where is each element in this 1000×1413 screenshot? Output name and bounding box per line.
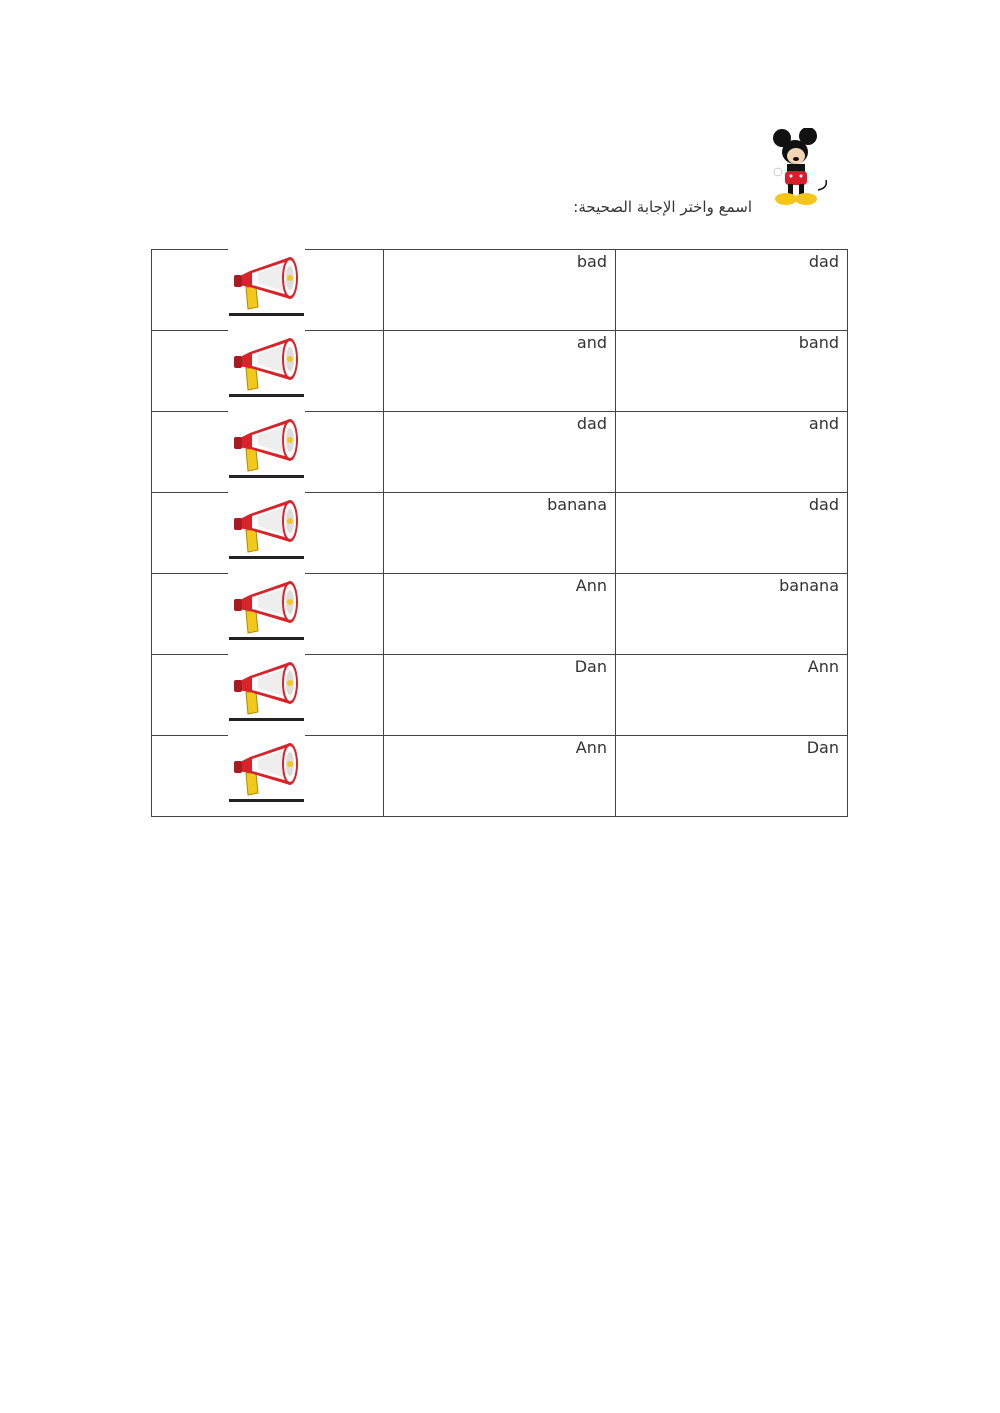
option-a-cell[interactable]	[384, 736, 616, 817]
option-b-label: band	[798, 333, 839, 352]
quiz-row	[152, 493, 848, 574]
play-audio-button[interactable]	[228, 735, 305, 803]
option-a-cell[interactable]	[384, 493, 616, 574]
megaphone-icon	[228, 330, 305, 398]
megaphone-icon	[228, 573, 305, 641]
option-a-label: banana	[547, 495, 607, 514]
option-a-cell[interactable]	[384, 331, 616, 412]
option-b-label: dad	[808, 252, 839, 271]
play-audio-button[interactable]	[228, 330, 305, 398]
megaphone-icon	[228, 492, 305, 560]
play-audio-button[interactable]	[228, 249, 305, 317]
play-audio-button[interactable]	[228, 411, 305, 479]
option-b-cell[interactable]	[616, 655, 848, 736]
option-b-cell[interactable]	[616, 412, 848, 493]
option-b-label: and	[808, 414, 839, 433]
option-a-cell[interactable]	[384, 574, 616, 655]
audio-cell	[152, 655, 384, 736]
option-b-cell[interactable]	[616, 493, 848, 574]
quiz-row	[152, 736, 848, 817]
audio-cell	[152, 250, 384, 331]
play-audio-button[interactable]	[228, 492, 305, 560]
audio-cell	[152, 493, 384, 574]
option-b-label: banana	[779, 576, 839, 595]
option-a-label: Ann	[575, 738, 607, 757]
quiz-table	[151, 249, 848, 817]
option-b-label: Ann	[807, 657, 839, 676]
megaphone-icon	[228, 249, 305, 317]
option-b-cell[interactable]	[616, 331, 848, 412]
quiz-row	[152, 331, 848, 412]
audio-cell	[152, 736, 384, 817]
quiz-row	[152, 574, 848, 655]
option-b-label: Dan	[806, 738, 839, 757]
quiz-row	[152, 250, 848, 331]
option-a-label: dad	[576, 414, 607, 433]
audio-cell	[152, 412, 384, 493]
play-audio-button[interactable]	[228, 654, 305, 722]
megaphone-icon	[228, 654, 305, 722]
quiz-row	[152, 655, 848, 736]
mickey-mouse-icon	[768, 128, 834, 208]
instruction-text: اسمع واختر الإجابة الصحيحة:	[573, 198, 752, 216]
option-b-cell[interactable]	[616, 250, 848, 331]
option-a-label: bad	[576, 252, 607, 271]
option-a-cell[interactable]	[384, 655, 616, 736]
option-b-label: dad	[808, 495, 839, 514]
option-a-cell[interactable]	[384, 412, 616, 493]
option-a-label: Ann	[575, 576, 607, 595]
option-b-cell[interactable]	[616, 574, 848, 655]
option-a-label: and	[576, 333, 607, 352]
play-audio-button[interactable]	[228, 573, 305, 641]
audio-cell	[152, 331, 384, 412]
quiz-row	[152, 412, 848, 493]
option-b-cell[interactable]	[616, 736, 848, 817]
megaphone-icon	[228, 411, 305, 479]
option-a-label: Dan	[574, 657, 607, 676]
megaphone-icon	[228, 735, 305, 803]
option-a-cell[interactable]	[384, 250, 616, 331]
audio-cell	[152, 574, 384, 655]
